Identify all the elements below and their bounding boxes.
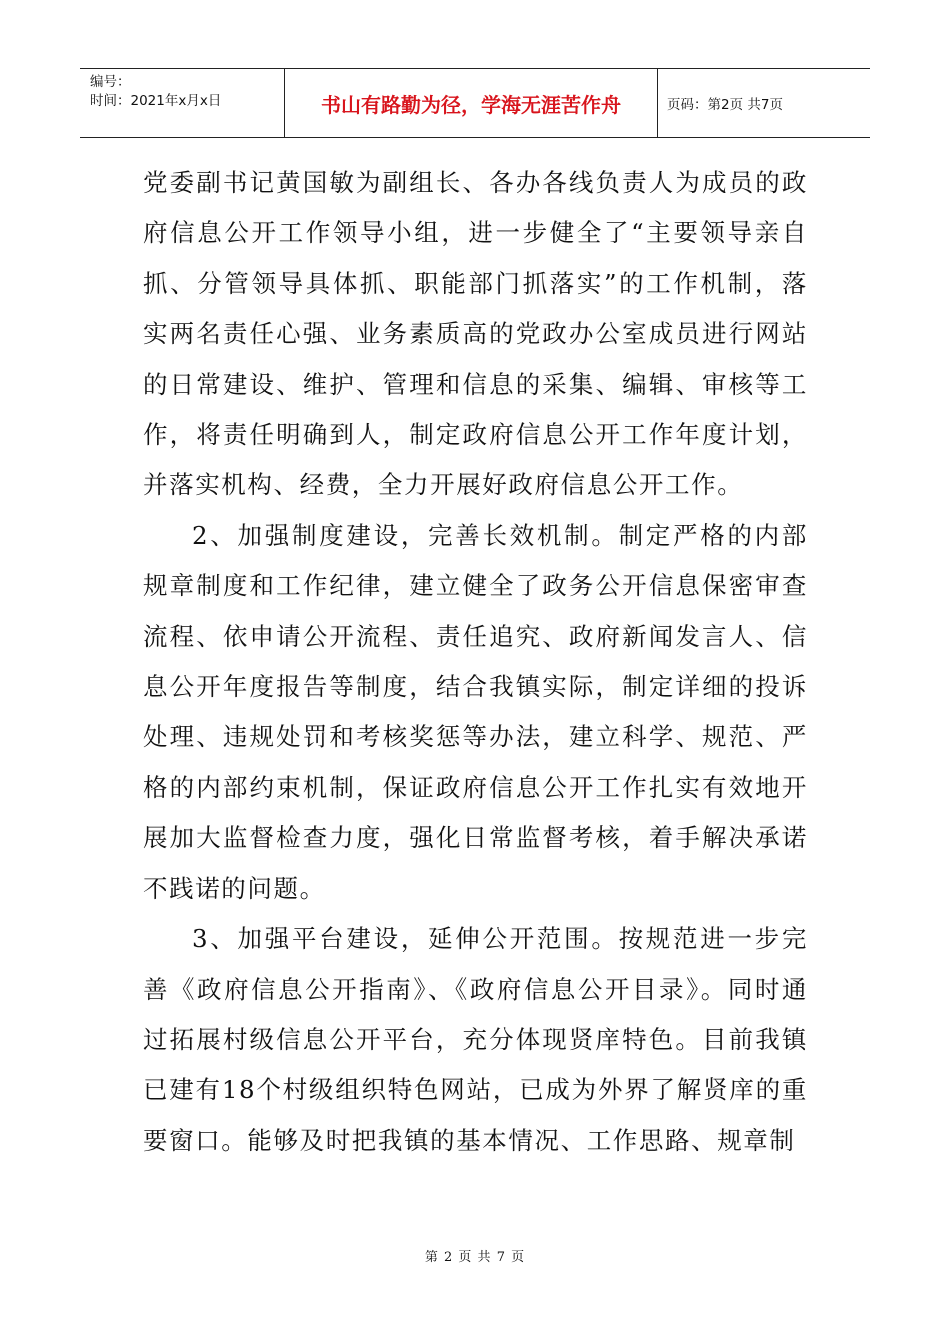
page-header xyxy=(80,68,870,138)
header-meta xyxy=(80,69,285,137)
document-body xyxy=(143,158,808,1166)
paragraph-platform-building: 3、加强平台建设，延伸公开范围。按规范进一步完善《政府信息公开指南》、《政府信息公开目录》。同时通过拓展村级信息公开平台，充分体现贤庠特色。目前我镇已建有18个村级组织特色网站，已成为外界了解贤庠的重要窗口。能够及时把我镇的基本情况、工作思路、规章制 xyxy=(143,924,808,1155)
header-page-info: 页码：第2页 共7页 xyxy=(667,97,783,113)
header-motto: 书山有路勤为径，学海无涯苦作舟 xyxy=(285,69,658,137)
number-label: 编号： xyxy=(90,74,131,90)
paragraph-institution-building: 2、加强制度建设，完善长效机制。制定严格的内部规章制度和工作纪律，建立健全了政务公开信息保密审查流程、依申请公开流程、责任追究、政府新闻发言人、信息公开年度报告等制度，结合我镇实际，制定详细的投诉处理、违规处罚和考核奖惩等办法，建立科学、规范、严格的内部约束机制，保证政府信息公开工作扎实有效地开展加大监督检查力度，强化日常监督考核，着手解决承诺不践诺的问题。 xyxy=(143,520,808,903)
page-footer: 第 2 页 共 7 页 xyxy=(424,1250,526,1265)
time-label: 时间：2021年x月x日 xyxy=(90,93,222,109)
paragraph-continued: 党委副书记黄国敏为副组长、各办各线负责人为成员的政府信息公开工作领导小组，进一步健全了“主要领导亲自抓、分管领导具体抓、职能部门抓落实”的工作机制，落实两名责任心强、业务素质高的党政办公室成员进行网站的日常建设、维护、管理和信息的采集、编辑、审核等工作，将责任明确到人，制定政府信息公开工作年度计划，并落实机构、经费，全力开展好政府信息公开工作。 xyxy=(143,168,808,500)
